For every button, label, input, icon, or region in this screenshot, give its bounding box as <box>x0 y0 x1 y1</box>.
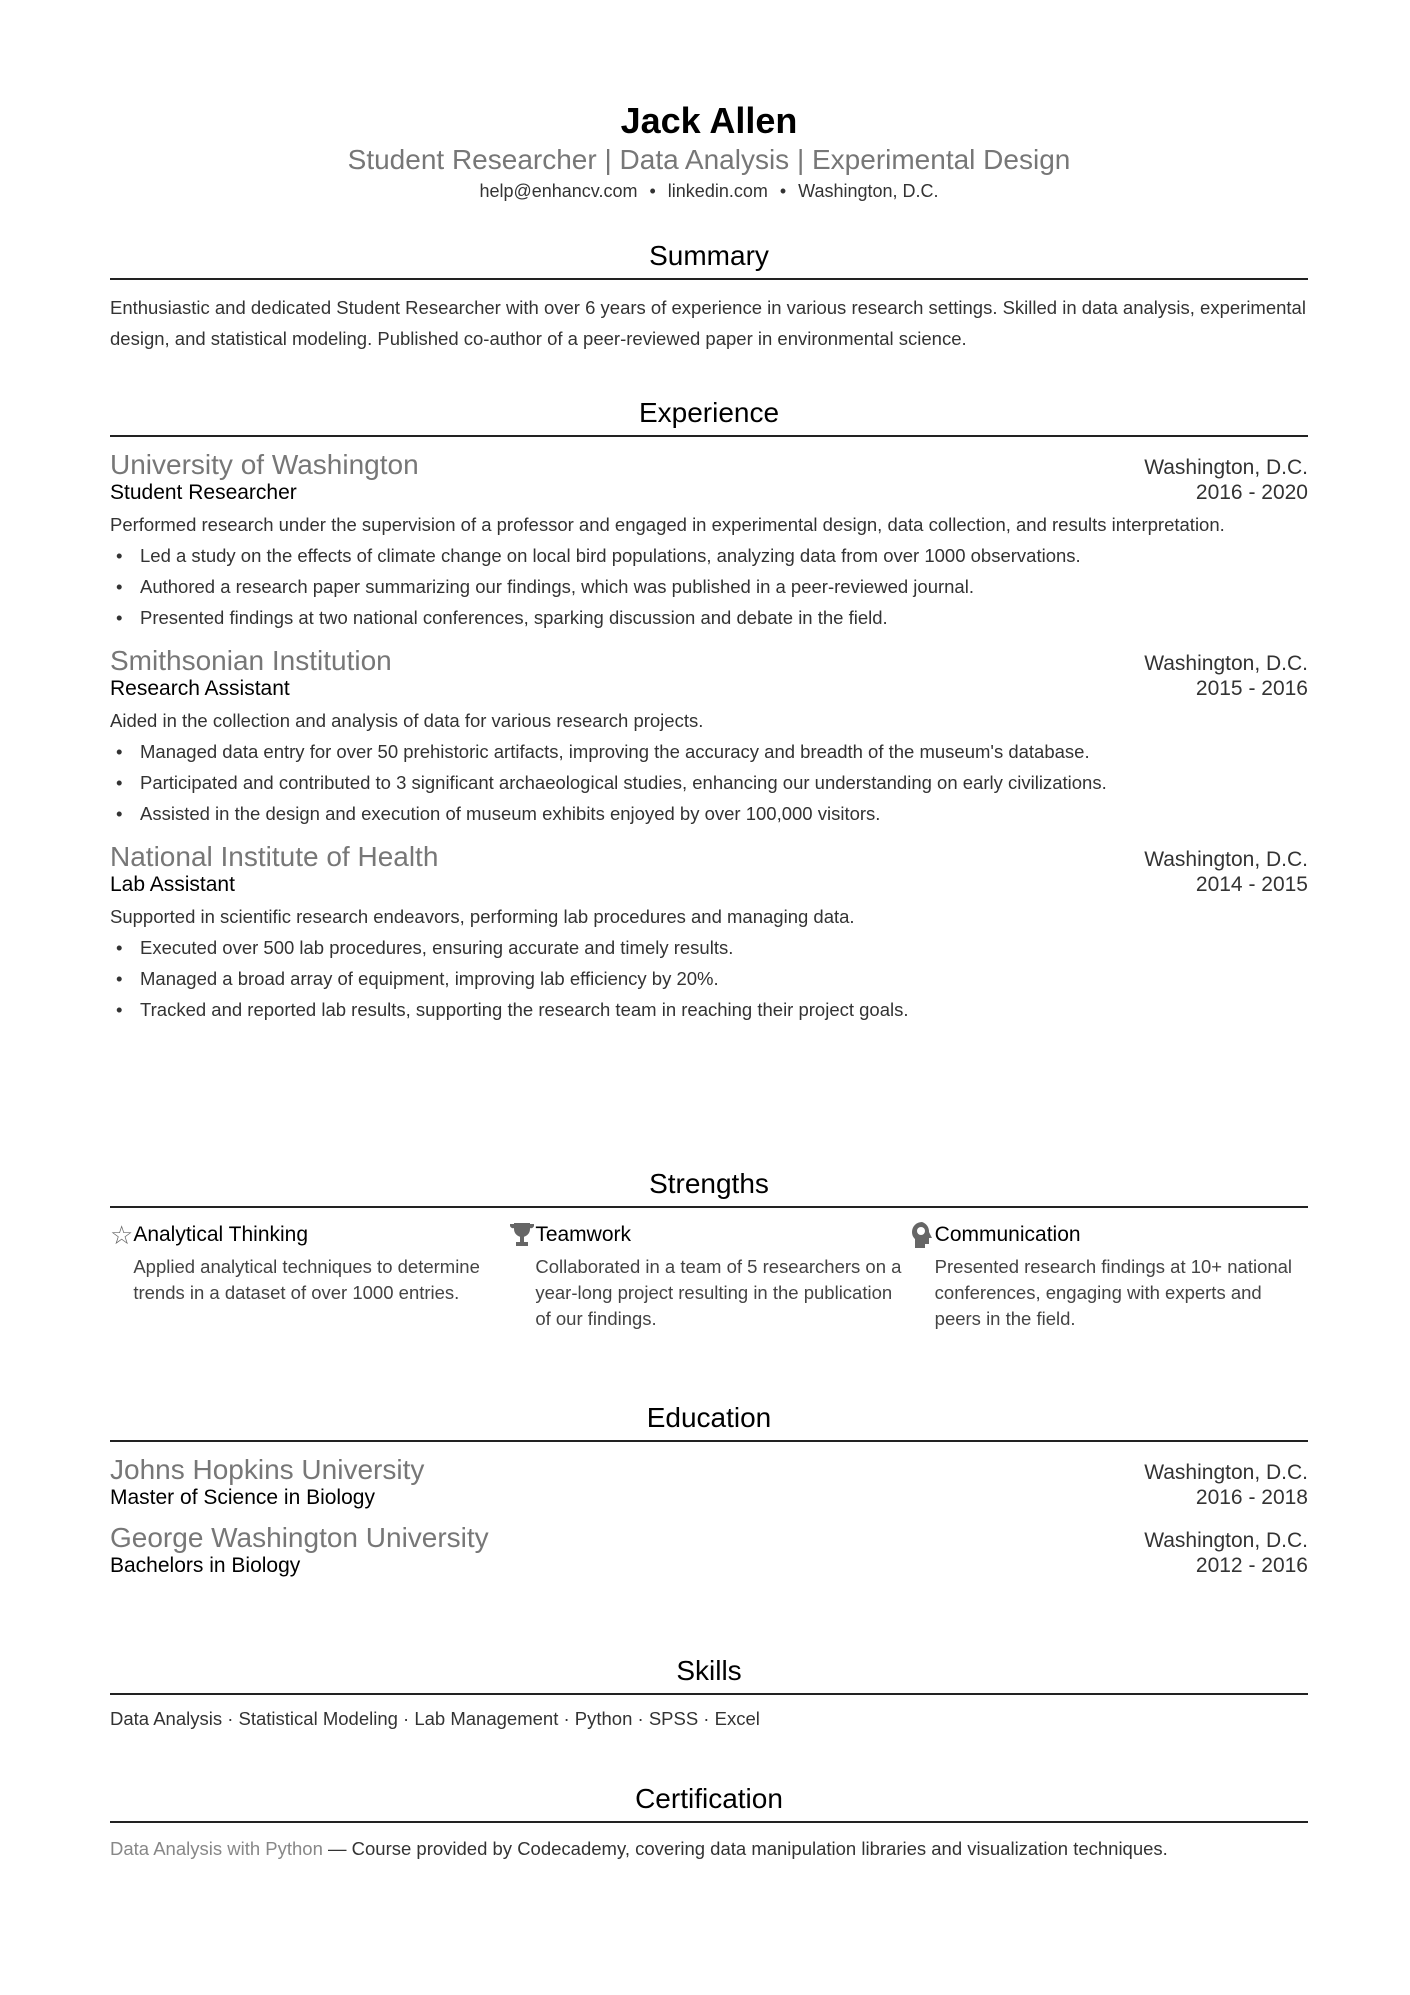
bullet-item: • Managed a broad array of equipment, improving lab efficiency by 20%. <box>110 963 1308 994</box>
company-name: National Institute of Health <box>110 841 439 872</box>
separator: • <box>779 181 787 201</box>
bullet-item: • Participated and contributed to 3 significant archaeological studies, enhancing our understanding on early civilizations. <box>110 767 1308 798</box>
section-heading: Education <box>646 1402 772 1433</box>
dates: 2016 - 2018 <box>1195 1486 1308 1509</box>
job-dates: 2015 - 2016 <box>1195 677 1308 700</box>
divider <box>110 278 1308 280</box>
certification-desc: — Course provided by Codecademy, covering data manipulation libraries and visualization techniques. <box>322 1838 1168 1859</box>
summary-section <box>110 238 1308 354</box>
job-entry <box>110 841 1308 1025</box>
degree: Master of Science in Biology <box>110 1486 375 1509</box>
job-location: Washington, D.C. <box>1144 848 1308 871</box>
divider <box>110 1693 1308 1695</box>
trophy-icon <box>509 1220 535 1332</box>
strength-item <box>509 1220 908 1332</box>
school-name: Johns Hopkins University <box>110 1454 425 1485</box>
degree: Bachelors in Biology <box>110 1554 301 1577</box>
section-heading: Skills <box>676 1655 742 1686</box>
strength-title: Communication <box>934 1223 1081 1246</box>
section-heading: Experience <box>638 397 780 428</box>
divider <box>110 1206 1308 1208</box>
job-entry <box>110 449 1308 633</box>
certification-item <box>110 1833 1308 1864</box>
head-icon <box>909 1220 935 1332</box>
job-location: Washington, D.C. <box>1144 652 1308 675</box>
strength-desc: Applied analytical techniques to determine trends in a dataset of over 1000 entries. <box>133 1256 480 1303</box>
company-name: Smithsonian Institution <box>110 645 392 676</box>
job-description: Performed research under the supervision of a professor and engaged in experimental design, data collection, and results interpretation. <box>110 514 1225 535</box>
strength-title: Analytical Thinking <box>133 1223 309 1246</box>
divider <box>110 435 1308 437</box>
section-heading: Strengths <box>649 1168 769 1199</box>
divider <box>110 1821 1308 1823</box>
education-item <box>110 1454 1308 1510</box>
bullet-list <box>110 932 1308 1025</box>
dates: 2012 - 2016 <box>1195 1554 1308 1577</box>
bullet-list <box>110 736 1308 829</box>
location: Washington, D.C. <box>798 181 939 201</box>
strength-title: Teamwork <box>535 1223 632 1246</box>
strengths-section <box>110 1166 1308 1332</box>
certification-name: Data Analysis with Python <box>110 1838 323 1859</box>
strength-desc: Collaborated in a team of 5 researchers on a year-long project resulting in the publication of our findings. <box>535 1256 902 1329</box>
certification-section <box>110 1781 1308 1864</box>
strength-desc: Presented research findings at 10+ national conferences, engaging with experts and peers in the field. <box>934 1256 1293 1329</box>
email-link[interactable]: help@enhancv.com <box>479 181 638 201</box>
school-name: George Washington University <box>110 1522 489 1553</box>
divider <box>110 1440 1308 1442</box>
education-section <box>110 1400 1308 1578</box>
school-location: Washington, D.C. <box>1144 1529 1308 1552</box>
section-heading: Summary <box>649 240 769 271</box>
job-role: Lab Assistant <box>110 873 235 896</box>
linkedin-link[interactable]: linkedin.com <box>667 181 768 201</box>
job-role: Research Assistant <box>110 677 290 700</box>
skills-section <box>110 1653 1308 1734</box>
bullet-item: • Executed over 500 lab procedures, ensuring accurate and timely results. <box>110 932 1308 963</box>
job-description: Aided in the collection and analysis of data for various research projects. <box>110 710 704 731</box>
summary-text: Enthusiastic and dedicated Student Researcher with over 6 years of experience in various research settings. Skilled in data analysis, experimental design, and statistical modeling. Published co-author of a peer-reviewed paper in environmental science. <box>110 297 1306 349</box>
candidate-name: Jack Allen <box>620 100 798 141</box>
job-entry <box>110 645 1308 829</box>
bullet-list <box>110 540 1308 633</box>
job-dates: 2016 - 2020 <box>1195 481 1308 504</box>
skills-list: Data Analysis · Statistical Modeling · Lab Management · Python · SPSS · Excel <box>110 1708 760 1729</box>
job-location: Washington, D.C. <box>1144 456 1308 479</box>
bullet-item: • Presented findings at two national conferences, sparking discussion and debate in the field. <box>110 602 1308 633</box>
bullet-item: • Managed data entry for over 50 prehistoric artifacts, improving the accuracy and breadth of the museum's database. <box>110 736 1308 767</box>
star-icon: ☆ <box>110 1220 134 1250</box>
bullet-item: • Led a study on the effects of climate change on local bird populations, analyzing data from over 1000 observations. <box>110 540 1308 571</box>
candidate-title: Student Researcher | Data Analysis | Experimental Design <box>347 144 1071 175</box>
education-item <box>110 1522 1308 1578</box>
section-heading: Certification <box>635 1783 783 1814</box>
job-dates: 2014 - 2015 <box>1195 873 1308 896</box>
separator: • <box>649 181 656 201</box>
job-description: Supported in scientific research endeavors, performing lab procedures and managing data. <box>110 906 855 927</box>
company-name: University of Washington <box>110 449 419 480</box>
job-role: Student Researcher <box>110 481 297 504</box>
contact-line <box>110 181 1308 202</box>
experience-section <box>110 395 1308 1025</box>
bullet-item: • Tracked and reported lab results, supporting the research team in reaching their project goals. <box>110 994 1308 1025</box>
bullet-item: • Authored a research paper summarizing our findings, which was published in a peer-reviewed journal. <box>110 571 1308 602</box>
strength-item <box>110 1220 509 1332</box>
strength-item <box>909 1220 1308 1332</box>
bullet-item: • Assisted in the design and execution of museum exhibits enjoyed by over 100,000 visitors. <box>110 798 1308 829</box>
school-location: Washington, D.C. <box>1144 1461 1308 1484</box>
